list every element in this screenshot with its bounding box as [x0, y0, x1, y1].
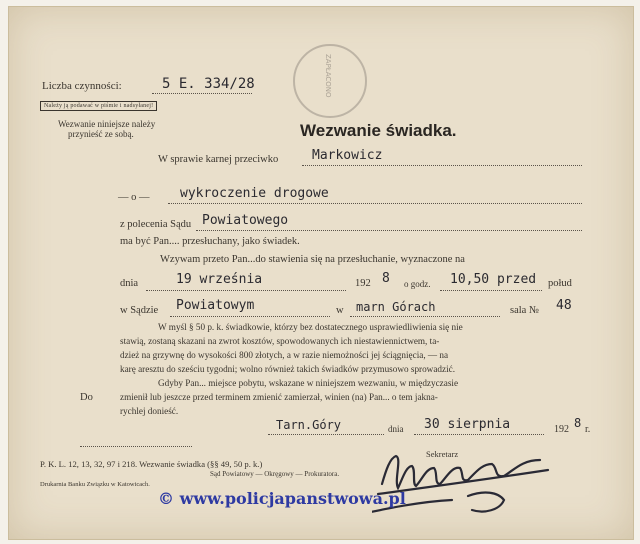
issue-year-suffix: r. [585, 424, 591, 435]
issue-place: Tarn.Góry [276, 418, 342, 432]
day-label: dnia [120, 278, 139, 289]
document-title: Wezwanie świadka. [300, 121, 457, 140]
court2-prefix: w Sądzie [120, 305, 159, 316]
dash-o: — o — [118, 192, 150, 203]
body-line-7: rychlej donieść. [120, 406, 179, 416]
issue-date: 30 sierpnia [424, 417, 511, 432]
summon-line: Wzywam przeto Pan...do stawienia się na przesłuchanie, wyznaczone na [160, 254, 465, 265]
handwritten-signature [372, 440, 582, 536]
case-number-line [152, 93, 252, 94]
side-label-do: Do [80, 392, 93, 403]
court2-line [170, 316, 330, 317]
hearing-date: 19 września [176, 272, 263, 287]
print-line: Drukarnia Banku Związku w Katowicach. [40, 481, 150, 488]
issue-year-prefix: 192 [554, 424, 569, 435]
place-name: marn Górach [356, 300, 436, 314]
room-number: 48 [556, 298, 572, 313]
stamp-text: ZAPŁACONO [324, 54, 332, 98]
place-prefix: w [336, 305, 344, 316]
year-digit: 8 [382, 271, 390, 286]
defendant-line [302, 165, 582, 166]
bring-note-1: Wezwanie niniejsze należy [58, 119, 156, 129]
court2-name: Powiatowym [176, 298, 255, 313]
issue-year-digit: 8 [574, 416, 582, 430]
faded-stamp [293, 44, 367, 118]
year-prefix: 192 [355, 278, 371, 289]
hour-line [440, 290, 542, 291]
box-note: Należy ją podawać w piśmie i nadsyłanej! [40, 101, 157, 111]
witness-line: ma być Pan.... przesłuchany, jako świadek. [120, 236, 300, 247]
address-line [80, 446, 192, 447]
court-prefix: z polecenia Sądu [120, 219, 192, 230]
case-label: Liczba czynności: [42, 80, 122, 92]
date-line [146, 290, 346, 291]
body-line-3: dzież na grzywnę do wysokości 800 złotych, a w razie niemożności jej ściągnięcia, — na [120, 350, 449, 360]
body-line-4: karę aresztu do sześciu tygodni; wolno również takich świadków przymusowo sprowadzić. [120, 364, 455, 374]
offense: wykroczenie drogowe [180, 186, 329, 201]
room-label: sala № [510, 305, 539, 316]
secretary-label: Sekretarz [426, 449, 459, 459]
court-line [196, 230, 582, 231]
issue-place-line [268, 434, 384, 435]
court-name: Powiatowego [202, 213, 289, 228]
issue-date-line [414, 434, 544, 435]
form-code: P. K. L. 12, 13, 32, 97 i 218. Wezwanie świadka (§§ 49, 50 p. k.) [40, 459, 263, 469]
office-line: Sąd Powiatowy — Okręgowy — Prokuratora. [210, 470, 340, 478]
hour-label: o godz. [404, 279, 431, 289]
defendant-name: Markowicz [312, 148, 383, 163]
hearing-hour: 10,50 przed [450, 272, 537, 287]
watermark-text: © www.policjapanstwowa.pl [158, 489, 406, 508]
bring-note-2: przynieść ze sobą. [68, 129, 134, 139]
issue-day-label: dnia [388, 424, 404, 434]
offense-line [168, 203, 582, 204]
body-line-6: zmienił lub jeszcze przed terminem zmienić zamierzał, winien (na) Pan... o tem jakna- [120, 392, 438, 402]
body-line-5: Gdyby Pan... miejsce pobytu, wskazane w niniejszem wezwaniu, w międzyczasie [158, 378, 459, 388]
place-line [350, 316, 500, 317]
body-line-1: W myśl § 50 p. k. świadkowie, którzy bez dostatecznego usprawiedliwienia się nie [158, 322, 463, 332]
body-line-2: stawią, zostaną skazani na zwrot kosztów, spowodowanych ich niestawiennictwem, ta- [120, 336, 440, 346]
case-number: 5 E. 334/28 [162, 76, 255, 92]
case-prefix: W sprawie karnej przeciwko [158, 154, 279, 165]
noon-label: połud [548, 278, 572, 289]
